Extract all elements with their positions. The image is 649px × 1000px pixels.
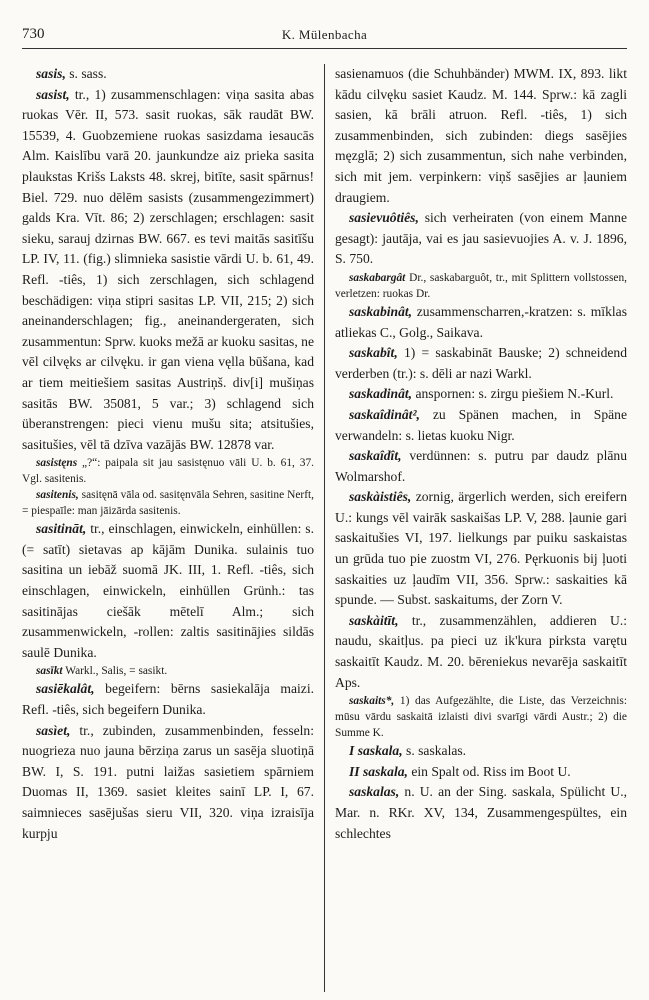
entry-headword: sasiēkalât, [36,681,95,697]
entry-body: zusammenscharren,-kratzen: s. mīklas atliekas C., Golg., Saikava. [335,303,627,340]
entry-body: sasitęnā vāla od. sasitęnvāla Sehren, sasitine Nerft, = piespaīle: man jāizārda sasitenis. [22,489,314,518]
entry-body: begeifern: bērns sasiekalāja maizi. Refl. -tiês, sich begeifern Dunika. [22,681,314,718]
entry-body: 1) = saskabināt Bauske; 2) schneidend verderben (tr.): s. dēli ar nazi Warkl. [335,345,627,381]
entry-headword: saskàistiês, [349,489,412,505]
dictionary-entry [335,64,627,208]
entry-headword: saskadinât, [349,386,413,402]
running-title: K. Mülenbacha [281,27,368,42]
entry-body: zu Spänen machen, in Späne verwandeln: s. lietas kuoku Nigr. [335,406,627,443]
entry-headword: sasìet, [36,722,71,738]
entry-body: Dr., saskabarguôt, tr., mit Splittern vollstossen, verletzen: ruokas Dr. [335,271,627,300]
dictionary-entry [22,663,314,679]
dictionary-entry [335,270,627,302]
dictionary-entry [22,679,314,720]
dictionary-entry [335,302,627,343]
entry-headword: saskaîdinât², [349,406,420,422]
dictionary-entry [335,343,627,384]
entry-headword: sasistęns [36,457,78,470]
dictionary-entry [22,519,314,663]
page-number: 730 [22,26,45,42]
dictionary-entry [335,693,627,741]
entry-body: sich verheiraten (von einem Manne gesagt): jautāja, vai es jau sasievuojies A. v. J. 1896, S. 750. [335,210,627,267]
dictionary-entry [335,384,627,405]
dictionary-entry [335,741,627,762]
entry-body: verdünnen: s. putru par daudz plānu Wolmarshof. [335,448,627,484]
entry-body: 1) das Aufgezählte, die Liste, das Verzeichnis: mūsu vārdu saskaitā izlaisti divi svarīgi vārdi Austr.; 2) die Summe K. [335,695,627,740]
entry-body: zornig, ärgerlich werden, sich ereifern U.: kungs vēl vairāk saskaišas LP. V, 288. ļaunie gari saskaitušies VI, 197. lielkungs par puiku saskaistas un grūda tuo pie zuostm VI, 276. Pęrkuonis bij ļuoti saskaities uz ļaudīm VII, 356. Sprw.: saskaities kā spunde. — Subst. saskaitums, der Zorn V. [335,489,627,608]
entry-body: sasienamuos (die Schuhbänder) MWM. IX, 893. likt kādu cilvęku sasiet Kaudz. M. 144. Sprw.: kā zagli sasien, kā brāli atruon. Refl. -tiês, 1) sich zusammenbinden, sich zubinden: diegs sasējies męzglā; 2) sich zusammentun, sich nahe verbinden, sich mit jem. verpinkern: viņš sasējies ar ļauniem draugiem. [335,66,627,205]
entry-body: „?“: paipala sit jau sasistęnuo vāli U. b. 61, 37. Vgl. sasitenis. [22,457,314,486]
entry-body: s. sass. [65,66,107,81]
entry-headword: saskabinât, [349,303,413,319]
dictionary-entry [22,64,314,85]
entry-body: s. saskalas. [402,743,467,759]
entry-body: n. U. an der Sing. saskala, Spülicht U., Mar. n. RKr. XV, 134, Zusammengespültes, ein schlechtes [335,784,627,841]
entry-body: tr., zusammenzählen, addieren U.: naudu, skaitļus. pa pieci uz ik'kura pirksta varętu saskaitīt Kaudz. M. 20. bēreniekus nevarēja saskaitīt Aps. [335,612,627,690]
entry-headword: sasitenis, [36,489,79,502]
page-header [22,26,627,49]
text-columns [22,64,627,992]
entry-headword: sasīkt [36,665,63,678]
dictionary-entry [22,721,314,845]
entry-headword: saskàitīt, [349,612,399,628]
entry-body: Warkl., Salis, = sasikt. [62,665,168,678]
entry-headword: sasitināt, [36,521,87,537]
entry-headword: saskaîdît, [349,448,402,464]
dictionary-entry [335,762,627,783]
entry-body: anspornen: s. zirgu piešiem N.-Kurl. [412,386,614,402]
dictionary-entry [335,208,627,270]
dictionary-entry [335,782,627,844]
entry-headword: saskabargât [349,271,406,284]
entry-headword: saskalas, [349,784,400,800]
dictionary-entry [335,487,627,611]
entry-body: ein Spalt od. Riss im Boot U. [407,763,571,779]
dictionary-entry [335,405,627,446]
entry-body: tr., einschlagen, einwickeln, einhüllen: s. (= satīt) sietavas ap kājām Dunika. sulainis tuo sasitina un iebāž suomā JK. III, 1. Refl. -tiês, sich einschlagen, einwickeln, einhüllen Grünh.: tas sasitinājas ciešāk mētelī Alm.; sich zusammenwickeln, -rollen: zaltis sasitinājies sildās saulē Dunika. [22,521,314,660]
dictionary-entry [22,487,314,519]
entry-body: tr., zubinden, zusammenbinden, fesseln: nuogrieza nuo jauna bērziņa zarus un sasēja sluotiņā BW. I, S. 191. putni laižas sasietiem spārniem Duomas II, 1369. sasiet kleites sainī LP. I, 67. saimnieces sasējušas sieru VII, 320. viņa izraisīja kurpju [22,722,314,841]
entry-headword: I saskala, [349,743,403,759]
dictionary-entry [335,446,627,487]
dictionary-entry [22,455,314,487]
entry-headword: II saskala, [349,763,408,779]
dictionary-entry [22,85,314,456]
left-column [22,64,325,992]
entry-body: tr., 1) zusammenschlagen: viņa sasita abas ruokas Vēr. II, 573. sasit ruokas, sāk raudāt BW. 15539, 4. Guobzemiene ruokas sasizdama iesaucās Alm. Kaislību varā 20. jaunkundze aiz prieka sasita plaukstas Krišs Laksts 48. skrej, bitīte, sasit spārnus! Biel. 729. nuo dēlēm sasists (zusammengezimmert) galds Kra. Vīt. 86; 2) zerschlagen; erschlagen: sasit sieku, sarauj dzirnas BW. 667. es tevi maitās sasitīšu LP. IV, 11. (fig.) slimnieka sasistie vārdi U. b. 61, 49. Refl. -tiês, 1) sich zerschlagen, sich schlagend beschädigen: viņa stipri sasitas LP. VII, 215; 2) sich aneinanderschlagen; fig., aneinandergeraten, sich zusammentun: Sprw. kuoks mežā ar kuoku sasitas, ne vēl cilvęks ar cilvęku. ir gan viena vęlla būšana, kad ar tiem meitiešiem sasitas Austriņš. div[i] mušiņas sasitās BW. 35081, 5 var.; 3) schlagend sich überanstrengen: pieci vienu mušu sita; atsitušies, sasitušies, vēl tā dzīva vazājās BW. 12878 var. [22,86,314,452]
entry-headword: saskabît, [349,345,398,361]
entry-headword: sasievuôtiês, [349,210,419,226]
right-column [325,64,627,992]
dictionary-entry [335,611,627,693]
entry-headword: sasist, [36,86,70,102]
entry-headword: saskaits*, [349,695,395,708]
entry-headword: sasis, [36,66,66,81]
